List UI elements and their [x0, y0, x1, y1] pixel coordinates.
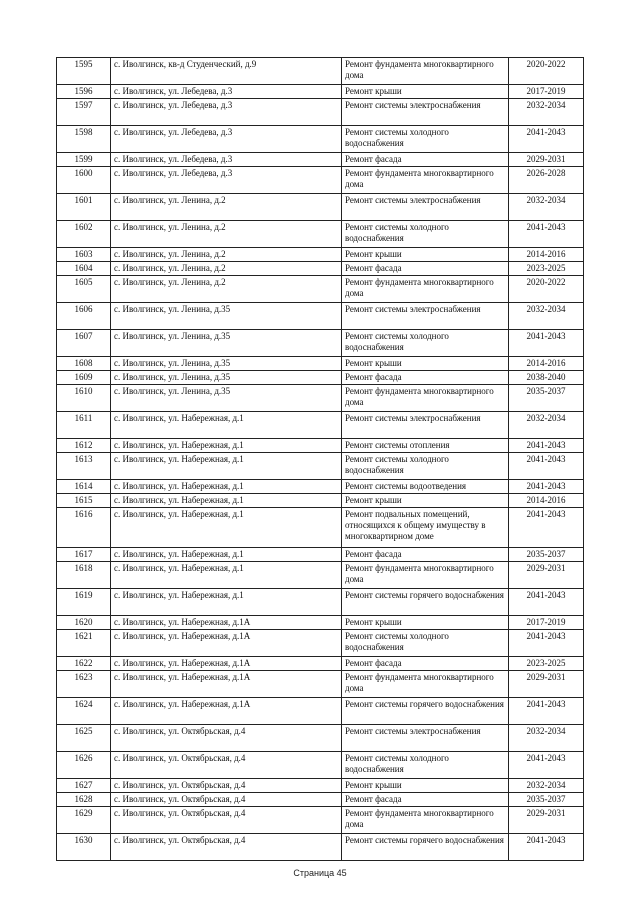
table-row — [57, 385, 584, 412]
period-cell: 2017-2019 — [509, 85, 584, 99]
work-type-cell: Ремонт системы отопления — [342, 439, 509, 453]
address-cell: с. Иволгинск, ул. Набережная, д.1 — [111, 453, 342, 480]
work-type-cell: Ремонт фундамента многоквартирного дома — [342, 385, 509, 412]
address-cell: с. Иволгинск, ул. Набережная, д.1А — [111, 630, 342, 657]
address-cell: с. Иволгинск, ул. Октябрьская, д.4 — [111, 834, 342, 861]
work-type-cell: Ремонт подвальных помещений, относящихся к общему имуществу в многоквартирном доме — [342, 508, 509, 548]
table-row — [57, 657, 584, 671]
table-row — [57, 494, 584, 508]
work-type-cell: Ремонт системы холодного водоснабжения — [342, 221, 509, 248]
period-cell: 2026-2028 — [509, 167, 584, 194]
row-number-cell: 1613 — [57, 453, 111, 480]
table-row — [57, 412, 584, 439]
address-cell: с. Иволгинск, ул. Лебедева, д.3 — [111, 153, 342, 167]
work-type-cell: Ремонт фасада — [342, 262, 509, 276]
period-cell: 2041-2043 — [509, 330, 584, 357]
work-type-cell: Ремонт фасада — [342, 793, 509, 807]
address-cell: с. Иволгинск, ул. Набережная, д.1А — [111, 657, 342, 671]
address-cell: с. Иволгинск, ул. Ленина, д.35 — [111, 303, 342, 330]
row-number-cell: 1616 — [57, 508, 111, 548]
address-cell: с. Иволгинск, ул. Набережная, д.1 — [111, 548, 342, 562]
work-type-cell: Ремонт системы холодного водоснабжения — [342, 330, 509, 357]
row-number-cell: 1608 — [57, 357, 111, 371]
table-row — [57, 330, 584, 357]
repair-schedule-table — [56, 57, 584, 861]
address-cell: с. Иволгинск, ул. Ленина, д.2 — [111, 276, 342, 303]
row-number-cell: 1611 — [57, 412, 111, 439]
work-type-cell: Ремонт системы горячего водоснабжения — [342, 834, 509, 861]
period-cell: 2041-2043 — [509, 126, 584, 153]
address-cell: с. Иволгинск, ул. Набережная, д.1 — [111, 508, 342, 548]
address-cell: с. Иволгинск, кв-д Студенческий, д.9 — [111, 58, 342, 85]
work-type-cell: Ремонт системы электроснабжения — [342, 412, 509, 439]
work-type-cell: Ремонт системы холодного водоснабжения — [342, 126, 509, 153]
work-type-cell: Ремонт фасада — [342, 657, 509, 671]
period-cell: 2014-2016 — [509, 248, 584, 262]
table-row — [57, 671, 584, 698]
address-cell: с. Иволгинск, ул. Ленина, д.35 — [111, 357, 342, 371]
table-row — [57, 99, 584, 126]
work-type-cell: Ремонт системы горячего водоснабжения — [342, 698, 509, 725]
row-number-cell: 1626 — [57, 752, 111, 779]
row-number-cell: 1595 — [57, 58, 111, 85]
period-cell: 2020-2022 — [509, 58, 584, 85]
period-cell: 2041-2043 — [509, 589, 584, 616]
table-row — [57, 58, 584, 85]
row-number-cell: 1607 — [57, 330, 111, 357]
address-cell: с. Иволгинск, ул. Лебедева, д.3 — [111, 85, 342, 99]
table-row — [57, 752, 584, 779]
work-type-cell: Ремонт системы электроснабжения — [342, 303, 509, 330]
row-number-cell: 1612 — [57, 439, 111, 453]
period-cell: 2041-2043 — [509, 752, 584, 779]
address-cell: с. Иволгинск, ул. Набережная, д.1 — [111, 412, 342, 439]
period-cell: 2041-2043 — [509, 508, 584, 548]
address-cell: с. Иволгинск, ул. Набережная, д.1А — [111, 616, 342, 630]
row-number-cell: 1624 — [57, 698, 111, 725]
row-number-cell: 1606 — [57, 303, 111, 330]
row-number-cell: 1619 — [57, 589, 111, 616]
row-number-cell: 1618 — [57, 562, 111, 589]
row-number-cell: 1599 — [57, 153, 111, 167]
period-cell: 2014-2016 — [509, 357, 584, 371]
table-row — [57, 439, 584, 453]
row-number-cell: 1630 — [57, 834, 111, 861]
row-number-cell: 1610 — [57, 385, 111, 412]
row-number-cell: 1625 — [57, 725, 111, 752]
table-row — [57, 357, 584, 371]
work-type-cell: Ремонт системы холодного водоснабжения — [342, 752, 509, 779]
table-row — [57, 793, 584, 807]
period-cell: 2038-2040 — [509, 371, 584, 385]
work-type-cell: Ремонт фундамента многоквартирного дома — [342, 671, 509, 698]
period-cell: 2041-2043 — [509, 453, 584, 480]
row-number-cell: 1604 — [57, 262, 111, 276]
table-row — [57, 807, 584, 834]
period-cell: 2017-2019 — [509, 616, 584, 630]
period-cell: 2032-2034 — [509, 412, 584, 439]
table-body — [57, 58, 584, 861]
address-cell: с. Иволгинск, ул. Ленина, д.35 — [111, 371, 342, 385]
table-row — [57, 303, 584, 330]
address-cell: с. Иволгинск, ул. Набережная, д.1А — [111, 698, 342, 725]
table-row — [57, 371, 584, 385]
work-type-cell: Ремонт системы холодного водоснабжения — [342, 630, 509, 657]
row-number-cell: 1628 — [57, 793, 111, 807]
address-cell: с. Иволгинск, ул. Набережная, д.1 — [111, 589, 342, 616]
period-cell: 2029-2031 — [509, 807, 584, 834]
work-type-cell: Ремонт фундамента многоквартирного дома — [342, 58, 509, 85]
work-type-cell: Ремонт системы электроснабжения — [342, 725, 509, 752]
period-cell: 2029-2031 — [509, 153, 584, 167]
work-type-cell: Ремонт крыши — [342, 494, 509, 508]
period-cell: 2041-2043 — [509, 439, 584, 453]
address-cell: с. Иволгинск, ул. Лебедева, д.3 — [111, 126, 342, 153]
period-cell: 2014-2016 — [509, 494, 584, 508]
work-type-cell: Ремонт фундамента многоквартирного дома — [342, 807, 509, 834]
period-cell: 2035-2037 — [509, 548, 584, 562]
work-type-cell: Ремонт системы холодного водоснабжения — [342, 453, 509, 480]
table-row — [57, 221, 584, 248]
table-row — [57, 725, 584, 752]
row-number-cell: 1603 — [57, 248, 111, 262]
table-row — [57, 153, 584, 167]
work-type-cell: Ремонт фасада — [342, 153, 509, 167]
table-row — [57, 630, 584, 657]
work-type-cell: Ремонт фасада — [342, 371, 509, 385]
work-type-cell: Ремонт фундамента многоквартирного дома — [342, 167, 509, 194]
table-row — [57, 589, 584, 616]
period-cell: 2032-2034 — [509, 779, 584, 793]
row-number-cell: 1621 — [57, 630, 111, 657]
work-type-cell: Ремонт системы водоотведения — [342, 480, 509, 494]
address-cell: с. Иволгинск, ул. Набережная, д.1 — [111, 562, 342, 589]
address-cell: с. Иволгинск, ул. Октябрьская, д.4 — [111, 793, 342, 807]
table-row — [57, 508, 584, 548]
row-number-cell: 1600 — [57, 167, 111, 194]
table-row — [57, 248, 584, 262]
work-type-cell: Ремонт фасада — [342, 548, 509, 562]
row-number-cell: 1627 — [57, 779, 111, 793]
address-cell: с. Иволгинск, ул. Октябрьская, д.4 — [111, 779, 342, 793]
work-type-cell: Ремонт системы электроснабжения — [342, 99, 509, 126]
period-cell: 2035-2037 — [509, 385, 584, 412]
address-cell: с. Иволгинск, ул. Ленина, д.2 — [111, 221, 342, 248]
work-type-cell: Ремонт системы электроснабжения — [342, 194, 509, 221]
table-row — [57, 779, 584, 793]
row-number-cell: 1596 — [57, 85, 111, 99]
row-number-cell: 1597 — [57, 99, 111, 126]
row-number-cell: 1622 — [57, 657, 111, 671]
row-number-cell: 1598 — [57, 126, 111, 153]
period-cell: 2032-2034 — [509, 725, 584, 752]
period-cell: 2032-2034 — [509, 303, 584, 330]
row-number-cell: 1605 — [57, 276, 111, 303]
address-cell: с. Иволгинск, ул. Ленина, д.2 — [111, 248, 342, 262]
period-cell: 2029-2031 — [509, 671, 584, 698]
period-cell: 2032-2034 — [509, 194, 584, 221]
table-row — [57, 453, 584, 480]
address-cell: с. Иволгинск, ул. Ленина, д.35 — [111, 330, 342, 357]
period-cell: 2041-2043 — [509, 221, 584, 248]
table-row — [57, 194, 584, 221]
row-number-cell: 1617 — [57, 548, 111, 562]
work-type-cell: Ремонт крыши — [342, 85, 509, 99]
table-row — [57, 562, 584, 589]
address-cell: с. Иволгинск, ул. Набережная, д.1 — [111, 480, 342, 494]
period-cell: 2023-2025 — [509, 657, 584, 671]
work-type-cell: Ремонт фундамента многоквартирного дома — [342, 276, 509, 303]
table-row — [57, 698, 584, 725]
row-number-cell: 1620 — [57, 616, 111, 630]
period-cell: 2041-2043 — [509, 480, 584, 494]
work-type-cell: Ремонт фундамента многоквартирного дома — [342, 562, 509, 589]
period-cell: 2032-2034 — [509, 99, 584, 126]
address-cell: с. Иволгинск, ул. Октябрьская, д.4 — [111, 752, 342, 779]
address-cell: с. Иволгинск, ул. Лебедева, д.3 — [111, 99, 342, 126]
row-number-cell: 1629 — [57, 807, 111, 834]
address-cell: с. Иволгинск, ул. Октябрьская, д.4 — [111, 807, 342, 834]
table-row — [57, 85, 584, 99]
address-cell: с. Иволгинск, ул. Октябрьская, д.4 — [111, 725, 342, 752]
table-row — [57, 548, 584, 562]
address-cell: с. Иволгинск, ул. Ленина, д.2 — [111, 262, 342, 276]
address-cell: с. Иволгинск, ул. Лебедева, д.3 — [111, 167, 342, 194]
row-number-cell: 1615 — [57, 494, 111, 508]
row-number-cell: 1609 — [57, 371, 111, 385]
period-cell: 2029-2031 — [509, 562, 584, 589]
address-cell: с. Иволгинск, ул. Набережная, д.1 — [111, 439, 342, 453]
period-cell: 2041-2043 — [509, 630, 584, 657]
address-cell: с. Иволгинск, ул. Ленина, д.35 — [111, 385, 342, 412]
period-cell: 2041-2043 — [509, 698, 584, 725]
table-row — [57, 126, 584, 153]
row-number-cell: 1602 — [57, 221, 111, 248]
address-cell: с. Иволгинск, ул. Ленина, д.2 — [111, 194, 342, 221]
table-row — [57, 262, 584, 276]
table-row — [57, 276, 584, 303]
table-row — [57, 616, 584, 630]
row-number-cell: 1601 — [57, 194, 111, 221]
address-cell: с. Иволгинск, ул. Набережная, д.1А — [111, 671, 342, 698]
period-cell: 2020-2022 — [509, 276, 584, 303]
work-type-cell: Ремонт системы горячего водоснабжения — [342, 589, 509, 616]
table-row — [57, 480, 584, 494]
work-type-cell: Ремонт крыши — [342, 779, 509, 793]
work-type-cell: Ремонт крыши — [342, 616, 509, 630]
page-number: Страница 45 — [293, 868, 347, 878]
table-row — [57, 167, 584, 194]
work-type-cell: Ремонт крыши — [342, 248, 509, 262]
table-row — [57, 834, 584, 861]
work-type-cell: Ремонт крыши — [342, 357, 509, 371]
row-number-cell: 1623 — [57, 671, 111, 698]
address-cell: с. Иволгинск, ул. Набережная, д.1 — [111, 494, 342, 508]
period-cell: 2023-2025 — [509, 262, 584, 276]
period-cell: 2041-2043 — [509, 834, 584, 861]
period-cell: 2035-2037 — [509, 793, 584, 807]
row-number-cell: 1614 — [57, 480, 111, 494]
